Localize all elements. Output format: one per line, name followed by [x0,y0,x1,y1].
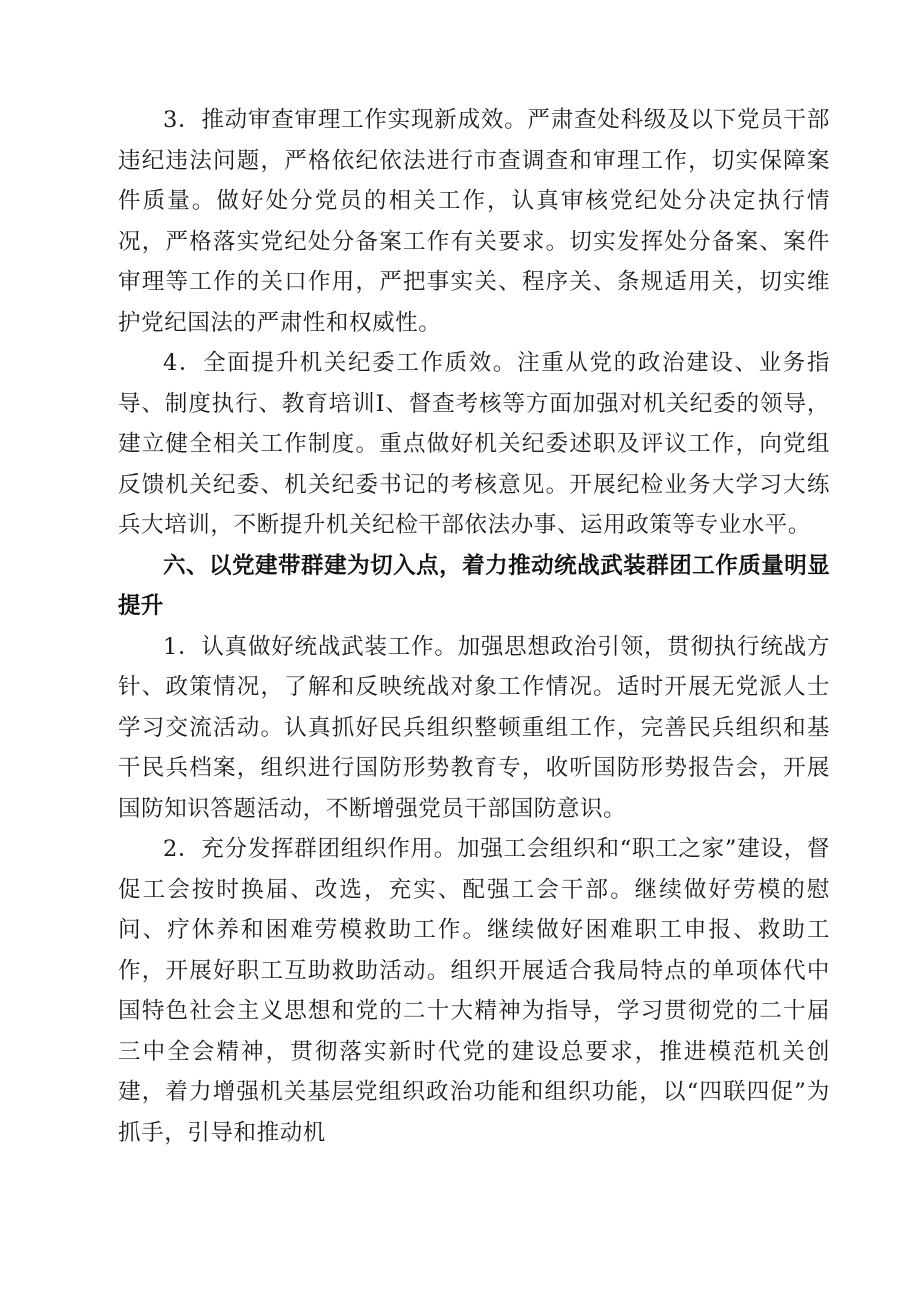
paragraph-discipline-committee-work: 4．全面提升机关纪委工作质效。注重从党的政治建设、业务指导、制度执行、教育培训I、督查考核等方面加强对机关纪委的领导，建立健全相关工作制度。重点做好机关纪委述职及评议工作，向党组反馈机关纪委、机关纪委书记的考核意见。开展纪检业务大学习大练兵大培训，不断提升机关纪检干部依法办事、运用政策等专业水平。 [118,350,830,538]
paragraph-united-front-armed-work: 1．认真做好统战武装工作。加强思想政治引领，贯彻执行统战方针、政策情况，了解和反映统战对象工作情况。适时开展无党派人士学习交流活动。认真抓好民兵组织整顿重组工作，完善民兵组织和基干民兵档案，组织进行国防形势教育专，收听国防形势报告会，开展国防知识答题活动，不断增强党员干部国防意识。 [118,633,830,822]
paragraph-review-trial-work: 3．推动审查审理工作实现新成效。严肃查处科级及以下党员干部违纪违法问题，严格依纪依法进行市查调查和审理工作，切实保障案件质量。做好处分党员的相关工作，认真审核党纪处分决定执行情况，严格落实党纪处分备案工作有关要求。切实发挥处分备案、案件审理等工作的关口作用，严把事实关、程序关、条规适用关，切实维护党纪国法的严肃性和权威性。 [118,107,830,336]
section-heading-six: 六、以党建带群建为切入点，着力推动统战武装群团工作质量明显提升 [118,552,830,619]
document-body [118,100,830,1153]
paragraph-mass-organizations-role: 2．充分发挥群团组织作用。加强工会组织和“职工之家”建设，督促工会按时换届、改选，充实、配强工会干部。继续做好劳模的慰问、疗休养和困难劳模救助工作。继续做好困难职工申报、救助工作，开展好职工互助救助活动。组织开展适合我局特点的单项体代中国特色社会主义思想和党的二十大精神为指导，学习贯彻党的二十届三中全会精神，贯彻落实新时代党的建设总要求，推进模范机关创建，着力增强机关基层党组织政治功能和组织功能，以“四联四促”为抓手，引导和推动机 [118,836,830,1146]
